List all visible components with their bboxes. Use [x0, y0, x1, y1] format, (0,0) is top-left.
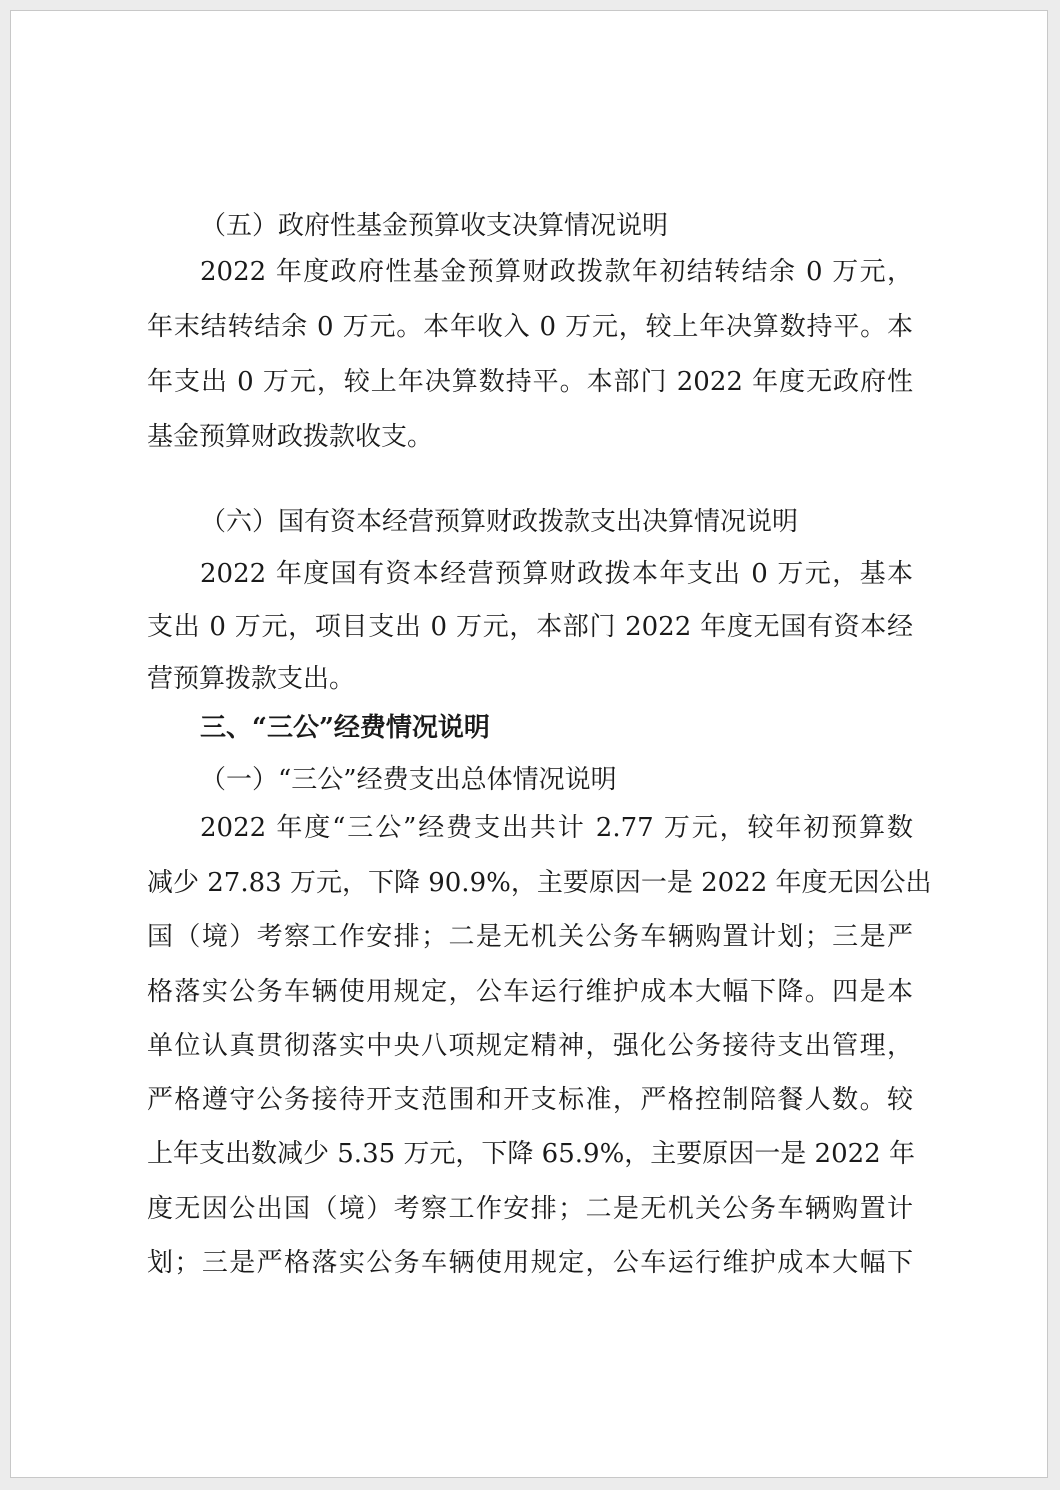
paragraph-line: 营预算拨款支出。: [147, 664, 356, 694]
paragraph-line: 基金预算财政拨款收支。: [147, 422, 434, 452]
paragraph-line: 严格遵守公务接待开支范围和开支标准，严格控制陪餐人数。较: [147, 1085, 913, 1115]
paragraph-line: 2022 年度国有资本经营预算财政拨本年支出 0 万元，基本: [200, 559, 913, 589]
paragraph-line: 单位认真贯彻落实中央八项规定精神，强化公务接待支出管理，: [147, 1031, 913, 1061]
paragraph-line: 2022 年度政府性基金预算财政拨款年初结转结余 0 万元，: [200, 257, 913, 287]
paragraph-line: 2022 年度“三公”经费支出共计 2.77 万元，较年初预算数: [200, 813, 913, 843]
paragraph-line: 上年支出数减少 5.35 万元，下降 65.9%，主要原因一是 2022 年: [147, 1139, 915, 1169]
section-heading-5: （五）政府性基金预算收支决算情况说明: [200, 211, 669, 241]
paragraph-line: 国（境）考察工作安排；二是无机关公务车辆购置计划；三是严: [147, 922, 913, 952]
paragraph-line: 度无因公出国（境）考察工作安排；二是无机关公务车辆购置计: [147, 1194, 913, 1224]
chapter-heading-3: 三、“三公”经费情况说明: [200, 713, 490, 743]
subsection-heading-1: （一）“三公”经费支出总体情况说明: [200, 765, 617, 795]
section-heading-6: （六）国有资本经营预算财政拨款支出决算情况说明: [200, 507, 799, 537]
paragraph-line: 划；三是严格落实公务车辆使用规定，公车运行维护成本大幅下: [147, 1248, 913, 1278]
paragraph-line: 年支出 0 万元，较上年决算数持平。本部门 2022 年度无政府性: [147, 367, 913, 397]
paragraph-line: 减少 27.83 万元，下降 90.9%，主要原因一是 2022 年度无因公出: [147, 868, 932, 898]
paragraph-line: 支出 0 万元，项目支出 0 万元，本部门 2022 年度无国有资本经: [147, 612, 913, 642]
paragraph-line: 格落实公务车辆使用规定，公车运行维护成本大幅下降。四是本: [147, 977, 913, 1007]
paragraph-line: 年末结转结余 0 万元。本年收入 0 万元，较上年决算数持平。本: [147, 312, 913, 342]
